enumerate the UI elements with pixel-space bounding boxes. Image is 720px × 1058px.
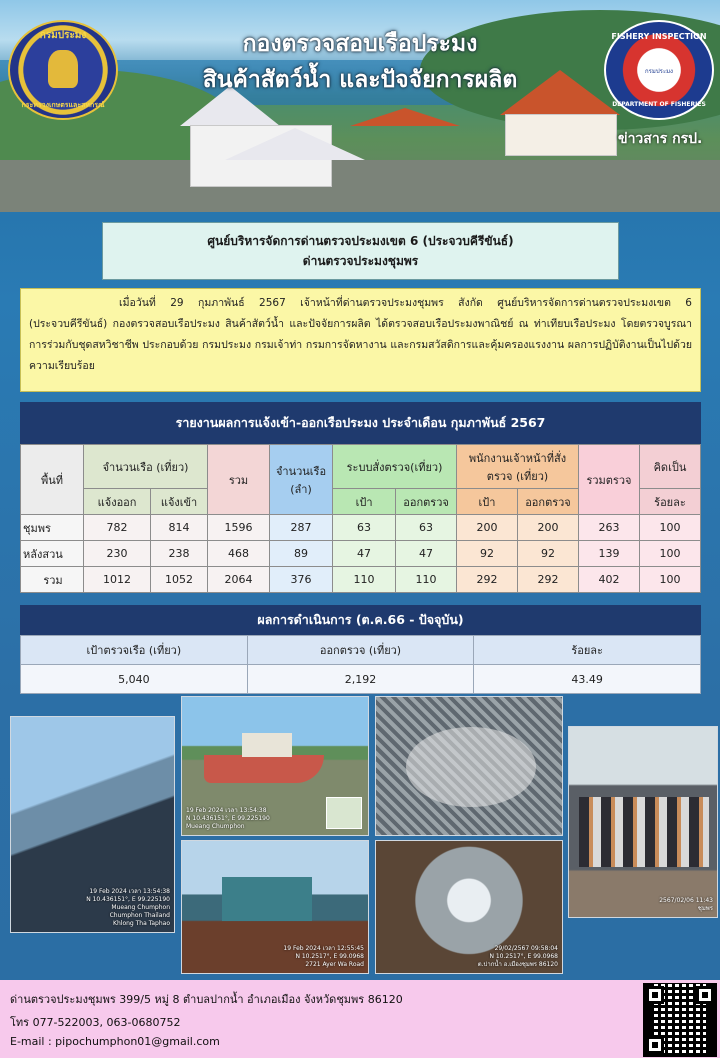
header-vessels: จำนวนเรือ (ลำ) — [270, 445, 333, 515]
photo-fishing-boat — [181, 696, 369, 836]
cell-area: รวม — [21, 567, 84, 593]
performance-table — [20, 635, 701, 694]
cell-sys-target: 63 — [333, 515, 396, 541]
cell-vessels: 287 — [270, 515, 333, 541]
photo-stamp: 2567/02/06 11:43 ชุมพร — [659, 897, 713, 912]
perf-header-percent: ร้อยละ — [474, 636, 701, 665]
cell-total-inspect: 402 — [578, 567, 639, 593]
qr-code-icon[interactable] — [643, 983, 717, 1057]
net-bundle — [406, 727, 536, 807]
table-row — [21, 515, 701, 541]
photo-fishing-net — [10, 716, 175, 933]
temple-roof-white-2 — [225, 128, 365, 160]
cell-sys-target: 110 — [333, 567, 396, 593]
boat-cabin-teal — [222, 877, 312, 921]
cell-percent: 100 — [639, 515, 700, 541]
header-percent: ร้อยละ — [639, 489, 700, 515]
header-total-inspect: รวมตรวจ — [578, 445, 639, 515]
cell-out: 1012 — [84, 567, 151, 593]
center-heading-line2: ด่านตรวจประมงชุมพร — [302, 254, 419, 268]
footer-address: ด่านตรวจประมงชุมพร 399/5 หมู่ 8 ตำบลปากน้ำ อำเภอเมือง จังหวัดชุมพร 86120 — [10, 993, 403, 1006]
cell-off-inspected: 200 — [518, 515, 579, 541]
cell-percent: 100 — [639, 567, 700, 593]
table-row-total — [21, 567, 701, 593]
logo-right-center-text: กรมประมง — [645, 68, 673, 75]
header-notify-out: แจ้งออก — [84, 489, 151, 515]
emblem-icon — [48, 50, 78, 88]
cell-off-target: 200 — [457, 515, 518, 541]
header-system-order: ระบบสั่งตรวจ(เที่ยว) — [333, 445, 457, 489]
report-title: รายงานผลการแจ้งเข้า-ออกเรือประมง ประจำเดือน กุมภาพันธ์ 2567 — [20, 402, 701, 444]
header-percent-of: คิดเป็น — [639, 445, 700, 489]
cell-in: 238 — [151, 541, 208, 567]
footer-email[interactable]: E-mail : pipochumphon01@gmail.com — [10, 1035, 220, 1048]
cell-area: ชุมพร — [21, 515, 84, 541]
photo-fish-net-catch — [375, 696, 563, 836]
cell-vessels: 376 — [270, 567, 333, 593]
boat-cabin — [242, 733, 292, 757]
banner-title-line2: สินค้าสัตว์น้ำ และปัจจัยการผลิต — [202, 67, 518, 93]
cell-off-target: 292 — [457, 567, 518, 593]
table-row — [21, 541, 701, 567]
perf-header-inspected: ออกตรวจ (เที่ยว) — [247, 636, 474, 665]
header-banner — [0, 0, 720, 212]
qr-corner — [696, 986, 714, 1004]
fishery-inspection-logo — [604, 20, 714, 120]
logo-left-bottom-text: กระทรวงเกษตรและสหกรณ์ — [21, 101, 105, 109]
report-table — [20, 444, 701, 593]
photo-inspection-team — [568, 726, 718, 918]
boat-hull — [204, 755, 324, 783]
cell-out: 782 — [84, 515, 151, 541]
logo-left-top-text: กรมประมง — [39, 30, 87, 41]
cell-sys-inspected: 110 — [396, 567, 457, 593]
department-of-fisheries-logo — [8, 20, 118, 120]
header-area: พื้นที่ — [21, 445, 84, 515]
cell-sys-target: 47 — [333, 541, 396, 567]
cell-sys-inspected: 63 — [396, 515, 457, 541]
cell-out: 230 — [84, 541, 151, 567]
performance-title: ผลการดำเนินการ (ต.ค.66 - ปัจจุบัน) — [20, 605, 701, 635]
news-tag: ข่าวสาร กรป. — [618, 131, 703, 147]
cell-off-target: 92 — [457, 541, 518, 567]
logo-right-top-text: FISHERY INSPECTION — [611, 32, 707, 41]
photo-stamp: 29/02/2567 09:58:04 N 10.2517°, E 99.0968 ต.ปากน้ำ อ.เมืองชุมพร 86120 — [477, 945, 558, 968]
cell-total-inspect: 139 — [578, 541, 639, 567]
cell-vessels: 89 — [270, 541, 333, 567]
cell-in: 1052 — [151, 567, 208, 593]
perf-header-target: เป้าตรวจเรือ (เที่ยว) — [21, 636, 248, 665]
cell-area: หลังสวน — [21, 541, 84, 567]
banner-title-line1: กองตรวจสอบเรือประมง — [242, 31, 478, 57]
qr-corner — [646, 1036, 664, 1054]
header-system-inspected: ออกตรวจ — [396, 489, 457, 515]
photo-stamp: 19 Feb 2024 เวลา 12:55:45 N 10.2517°, E 99.0968 2721 Ayer Wa Road — [283, 945, 364, 968]
cell-total: 2064 — [208, 567, 270, 593]
header-officer-target: เป้า — [457, 489, 518, 515]
team-members — [579, 797, 709, 867]
cell-off-inspected: 92 — [518, 541, 579, 567]
perf-value-percent: 43.49 — [474, 665, 701, 694]
footer-contact — [0, 980, 720, 1058]
photo-fish-hold — [375, 840, 563, 974]
cell-total-inspect: 263 — [578, 515, 639, 541]
photo-stamp: 19 Feb 2024 เวลา 13:54:38 N 10.436151°, E 99.225190 Mueang Chumphon Chumphon Thailand Khlong Tha Taphao — [86, 888, 170, 927]
perf-value-inspected: 2,192 — [247, 665, 474, 694]
photo-boat-dock — [181, 840, 369, 974]
cell-percent: 100 — [639, 541, 700, 567]
center-heading-line1: ศูนย์บริหารจัดการด่านตรวจประมงเขต 6 (ประจวบคีรีขันธ์) — [207, 234, 514, 248]
logo-right-bottom-text: DEPARTMENT OF FISHERIES — [612, 101, 706, 108]
temple-red — [505, 114, 617, 156]
header-officer-order: พนักงานเจ้าหน้าที่สั่งตรวจ (เที่ยว) — [457, 445, 579, 489]
center-heading — [102, 222, 619, 280]
qr-corner — [646, 986, 664, 1004]
cell-total: 1596 — [208, 515, 270, 541]
map-thumbnail — [326, 797, 362, 829]
header-notify-in: แจ้งเข้า — [151, 489, 208, 515]
header-system-target: เป้า — [333, 489, 396, 515]
photo-stamp: 19 Feb 2024 เวลา 13:54:38 N 10.436151°, E 99.225190 Mueang Chumphon — [186, 807, 270, 830]
cell-sys-inspected: 47 — [396, 541, 457, 567]
cell-total: 468 — [208, 541, 270, 567]
cell-in: 814 — [151, 515, 208, 541]
perf-value-target: 5,040 — [21, 665, 248, 694]
news-paragraph: เมื่อวันที่ 29 กุมภาพันธ์ 2567 เจ้าหน้าที่ด่านตรวจประมงชุมพร สังกัด ศูนย์บริหารจัดการด่านตรวจประมงเขต 6 (ประจวบคีรีขันธ์) กองตรวจสอบเรือประมง สินค้าสัตว์น้ำ และปัจจัยการผลิต ได้ตรวจสอบเรือประมงพาณิชย์ ณ ท่าเทียบเรือประมง โดยตรวจบูรณาการร่วมกับชุดสหวิชาชีพ ประกอบด้วย กรมประมง กรมเจ้าท่า กรมการจัดหางาน และกรมสวัสดิการและคุ้มครองแรงงาน ผลการปฏิบัติงานเป็นไปด้วยความเรียบร้อย — [20, 288, 701, 392]
cell-off-inspected: 292 — [518, 567, 579, 593]
footer-phone: โทร 077-522003, 063-0680752 — [10, 1016, 181, 1029]
header-officer-inspected: ออกตรวจ — [518, 489, 579, 515]
road — [0, 160, 720, 212]
building-roof-red — [350, 108, 460, 126]
header-boat-trips: จำนวนเรือ (เที่ยว) — [84, 445, 208, 489]
header-total: รวม — [208, 445, 270, 515]
